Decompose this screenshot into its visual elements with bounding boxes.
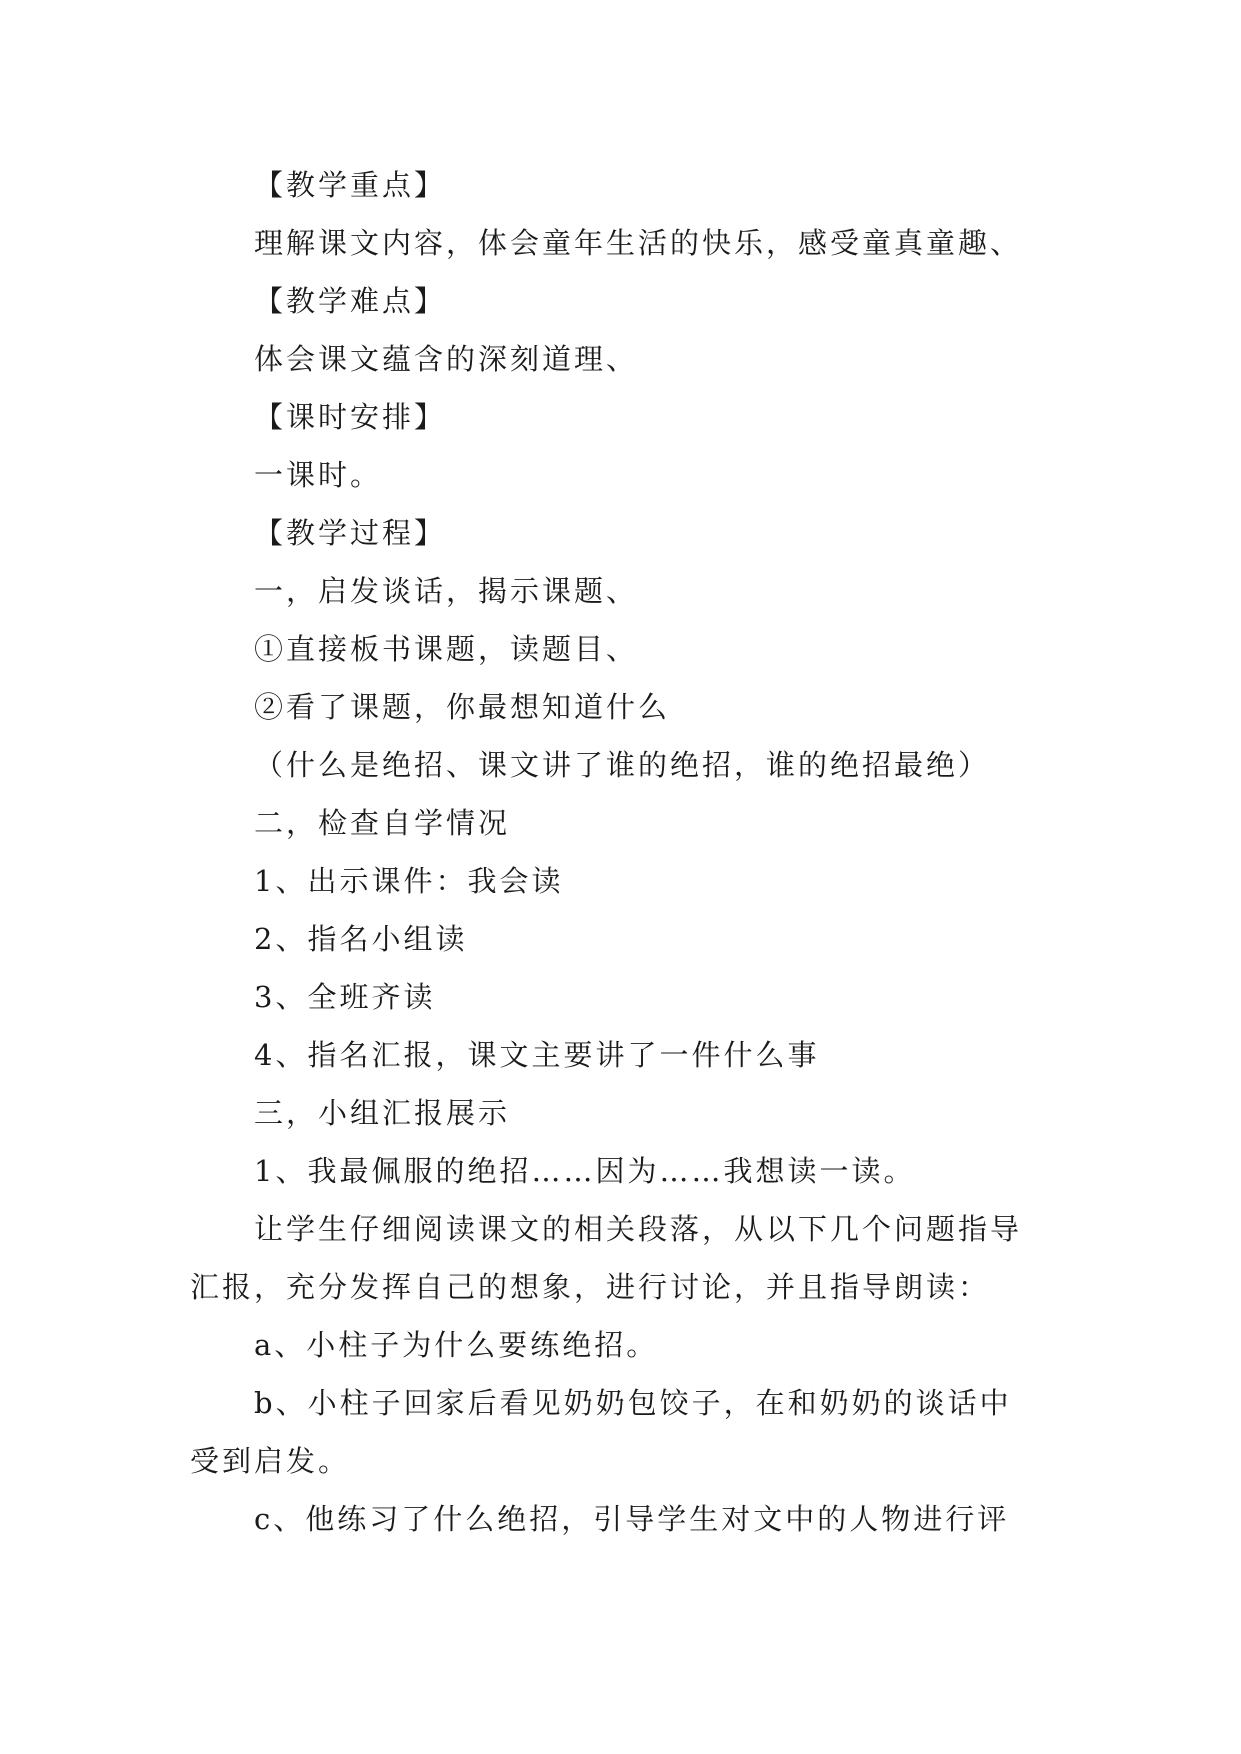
paragraph-schedule: 一课时。 [254,458,383,492]
paragraph-line-continuation: 汇报，充分发挥自己的想象，进行讨论，并且指导朗读： [190,1270,991,1304]
paragraph-line: 3、全班齐读 [254,980,436,1014]
section-heading-process: 【教学过程】 [254,516,447,550]
section-heading-difficulties: 【教学难点】 [254,284,447,318]
paragraph-line: 4、指名汇报，课文主要讲了一件什么事 [254,1038,820,1072]
paragraph-line: （什么是绝招、课文讲了谁的绝招，谁的绝招最绝） [254,748,991,782]
document-body [190,156,1070,1548]
paragraph-line: 1、我最佩服的绝招……因为……我想读一读。 [254,1154,916,1188]
paragraph-line: c、他练习了什么绝招，引导学生对文中的人物进行评 [254,1502,1010,1536]
paragraph-line: 让学生仔细阅读课文的相关段落，从以下几个问题指导 [254,1212,1023,1246]
paragraph-difficulties: 体会课文蕴含的深刻道理、 [254,342,639,376]
paragraph-line: 一，启发谈话，揭示课题、 [254,574,639,608]
paragraph-line-continuation: 受到启发。 [190,1444,351,1478]
paragraph-key-points: 理解课文内容，体会童年生活的快乐，感受童真童趣、 [254,226,1023,260]
paragraph-line: 二，检查自学情况 [254,806,511,840]
paragraph-line: a、小柱子为什么要练绝招。 [254,1328,659,1362]
paragraph-line: 2、指名小组读 [254,922,468,956]
paragraph-line: ②看了课题，你最想知道什么 [254,690,671,724]
section-heading-schedule: 【课时安排】 [254,400,447,434]
paragraph-line: b、小柱子回家后看见奶奶包饺子，在和奶奶的谈话中 [254,1386,1012,1420]
section-heading-key-points: 【教学重点】 [254,168,447,202]
paragraph-line: 三，小组汇报展示 [254,1096,511,1130]
paragraph-line: 1、出示课件：我会读 [254,864,564,898]
paragraph-line: ①直接板书课题，读题目、 [254,632,639,666]
